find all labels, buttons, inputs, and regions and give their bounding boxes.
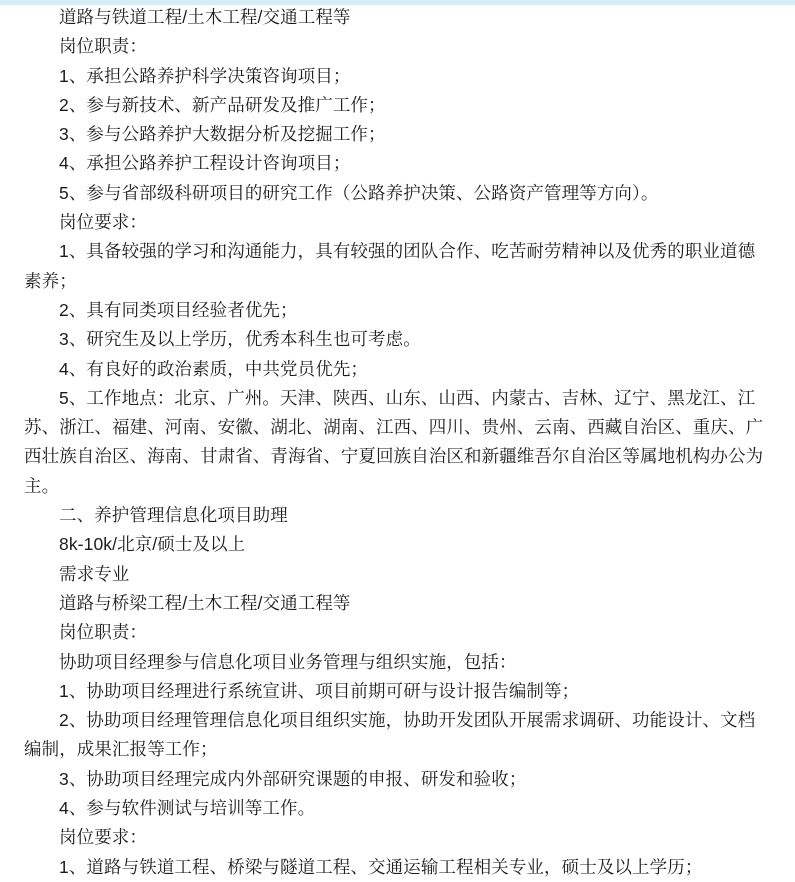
paragraph-duties-heading: 岗位职责： [59,36,147,57]
paragraph-duty-1: 1、承担公路养护科学决策咨询项目； [59,65,351,86]
paragraph-duties-intro-2: 协助项目经理参与信息化项目业务管理与组织实施，包括： [59,651,517,672]
paragraph-requirement-3: 3、研究生及以上学历，优秀本科生也可考虑。 [59,329,421,350]
paragraph-duty-2: 2、参与新技术、新产品研发及推广工作； [59,94,386,115]
paragraph-duty-3: 3、参与公路养护大数据分析及挖掘工作； [59,124,386,145]
paragraph-requirement-5-locations: 5、工作地点：北京、广州。天津、陕西、山东、山西、内蒙古、吉林、辽宁、黑龙江、江苏、浙江、福建、河南、安徽、湖北、湖南、江西、四川、贵州、云南、西藏自治区、重庆、广西壮族自治区、海南、甘肃省、青海省、宁夏回族自治区和新疆维吾尔自治区等属地机构办公为主。 [24,387,764,496]
paragraph-major-list: 道路与桥梁工程/土木工程/交通工程等 [59,592,351,613]
paragraph-requirement-4: 4、有良好的政治素质，中共党员优先； [59,358,369,379]
paragraph-duties-heading-2: 岗位职责： [59,622,147,643]
paragraph-major-line: 道路与铁道工程/土木工程/交通工程等 [59,7,351,27]
paragraph-duty-2-2: 2、协助项目经理管理信息化项目组织实施，协助开发团队开展需求调研、功能设计、文档编制，成果汇报等工作； [24,710,756,760]
paragraph-duty-5: 5、参与省部级科研项目的研究工作（公路养护决策、公路资产管理等方向）。 [59,182,659,203]
paragraph-salary-location-education: 8k-10k/北京/硕士及以上 [59,534,246,555]
paragraph-duty-2-4: 4、参与软件测试与培训等工作。 [59,798,316,819]
paragraph-section-two-title: 二、养护管理信息化项目助理 [59,505,288,526]
paragraph-requirement-2: 2、具有同类项目经验者优先； [59,299,298,320]
paragraph-duty-2-3: 3、协助项目经理完成内外部研究课题的申报、研发和验收； [59,768,527,789]
paragraph-requirement-1: 1、具备较强的学习和沟通能力，具有较强的团队合作、吃苦耐劳精神以及优秀的职业道德素养； [24,241,756,291]
paragraph-major-heading: 需求专业 [59,563,130,584]
paragraph-requirements-heading: 岗位要求： [59,212,147,233]
paragraph-duty-4: 4、承担公路养护工程设计咨询项目； [59,153,351,174]
paragraph-requirement-2-1: 1、道路与铁道工程、桥梁与隧道工程、交通运输工程相关专业，硕士及以上学历； [59,856,703,877]
paragraph-duty-2-1: 1、协助项目经理进行系统宣讲、项目前期可研与设计报告编制等； [59,680,580,701]
paragraph-requirements-heading-2: 岗位要求： [59,827,147,848]
